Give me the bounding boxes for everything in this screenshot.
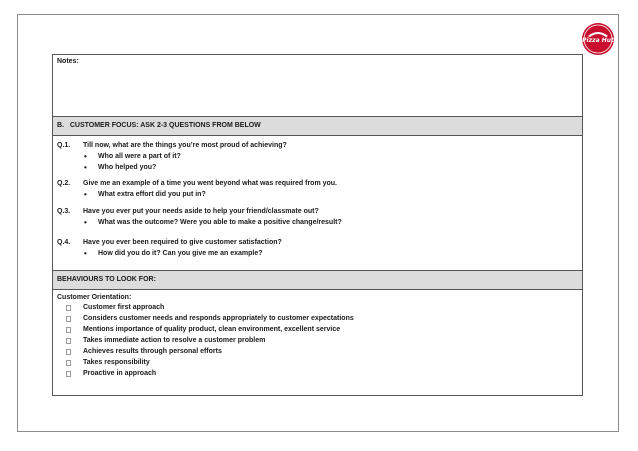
behaviour-text: Mentions importance of quality product, clean environment, excellent service (83, 326, 341, 333)
bullet-text: How did you do it? Can you give me an example? (98, 250, 263, 257)
section-b-heading: B. CUSTOMER FOCUS: ASK 2-3 QUESTIONS FROM BELOW (57, 122, 261, 129)
bullet-icon: • (84, 152, 87, 161)
checkbox-icon (66, 349, 71, 355)
bullet-icon: • (84, 218, 87, 227)
question-number: Q.3. (57, 208, 71, 215)
behaviour-text: Takes responsibility (83, 359, 150, 366)
svg-text:Pizza Hut: Pizza Hut (582, 37, 614, 44)
bullet-icon: • (84, 163, 87, 172)
checkbox-icon (66, 305, 71, 311)
question-number: Q.1. (57, 142, 71, 149)
interview-form (52, 54, 583, 396)
question-text: Give me an example of a time you went beyond what was required from you. (83, 180, 338, 187)
checkbox-icon (66, 327, 71, 333)
behaviour-text: Proactive in approach (83, 370, 157, 377)
checkbox-icon (66, 338, 71, 344)
pizza-hut-logo (581, 22, 615, 56)
section-b-header (53, 117, 582, 136)
bullet-text: What extra effort did you put in? (98, 191, 206, 198)
notes-section (53, 55, 582, 117)
questions-section (53, 136, 582, 271)
behaviours-heading: BEHAVIOURS TO LOOK FOR: (57, 276, 156, 283)
behaviours-section (53, 290, 582, 395)
question-text: Have you ever been required to give customer satisfaction? (83, 239, 282, 246)
behaviour-text: Takes immediate action to resolve a customer problem (83, 337, 266, 344)
notes-label: Notes: (57, 58, 79, 65)
behaviours-header (53, 271, 582, 290)
question-number: Q.4. (57, 239, 71, 246)
bullet-text: Who all were a part of it? (98, 153, 181, 160)
behaviour-text: Considers customer needs and responds appropriately to customer expectations (83, 315, 354, 322)
behaviours-subtitle: Customer Orientation: (57, 294, 132, 301)
checkbox-icon (66, 371, 71, 377)
checkbox-icon (66, 360, 71, 366)
question-text: Have you ever put your needs aside to help your friend/classmate out? (83, 208, 319, 215)
bullet-text: Who helped you? (98, 164, 157, 171)
bullet-text: What was the outcome? Were you able to make a positive change/result? (98, 219, 342, 226)
question-number: Q.2. (57, 180, 71, 187)
bullet-icon: • (84, 190, 87, 199)
bullet-icon: • (84, 249, 87, 258)
behaviour-text: Achieves results through personal efforts (83, 348, 222, 355)
question-text: Till now, what are the things you’re most proud of achieving? (83, 142, 287, 149)
checkbox-icon (66, 316, 71, 322)
behaviour-text: Customer first approach (83, 304, 165, 311)
